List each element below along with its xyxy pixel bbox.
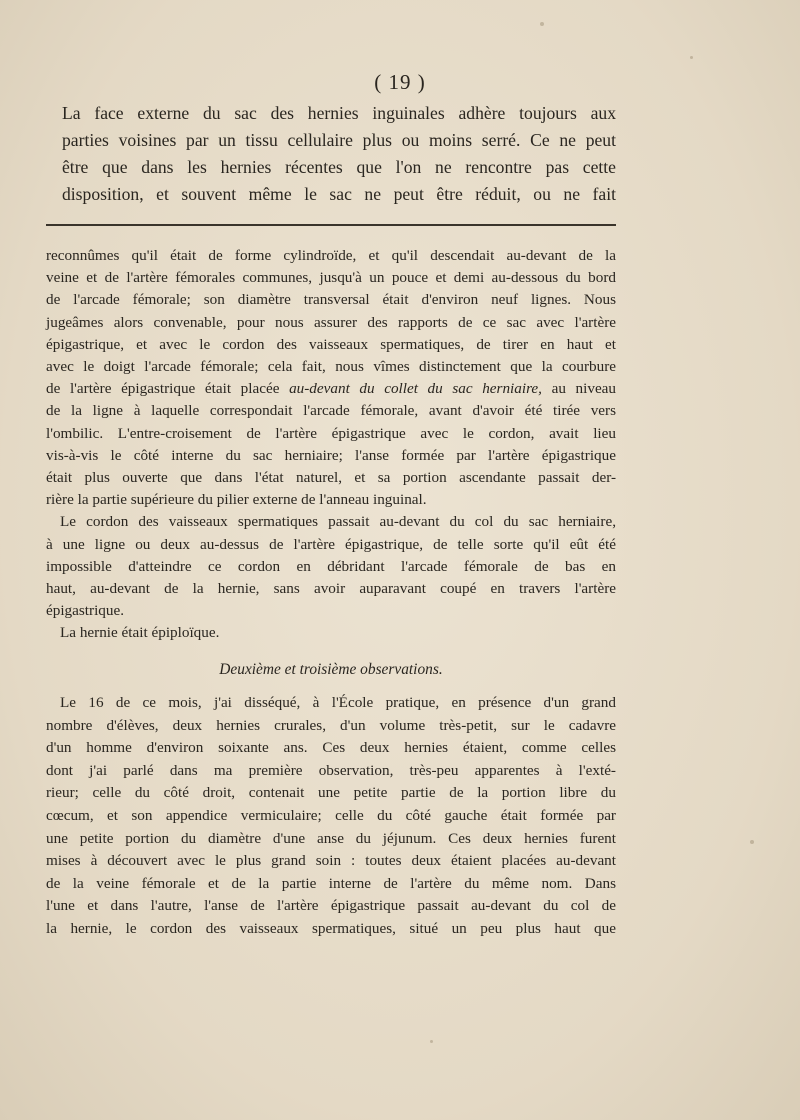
text-line: épigastrique. (46, 602, 125, 620)
text-line: une petite portion du diamètre d'une anse du jéjunum. Ces deux hernies furent (46, 829, 616, 847)
text-block-observations-2-3 (46, 692, 616, 941)
text-run: au niveau (551, 380, 617, 398)
paper-spot (690, 56, 693, 59)
text-line: rieur; celle du côté droit, contenait une petite partie de la portion libre du (46, 784, 616, 802)
italic-phrase: au-devant du collet du sac herniaire, (289, 380, 542, 398)
text-line: mises à découvert avec le plus grand soin : toutes deux étaient placées au-devant (46, 852, 616, 870)
text-line-mixed (46, 378, 616, 400)
text-line: l'ombilic. L'entre-croisement de l'artère épigastrique avec le cordon, avait lieu (46, 424, 616, 442)
text-line: haut, au-devant de la hernie, sans avoir auparavant coupé en travers l'artère (46, 580, 616, 598)
text-line: veine et de l'artère fémorales communes, jusqu'à un pouce et demi au-dessous du bord (46, 269, 616, 287)
text-line: rière la partie supérieure du pilier externe de l'anneau inguinal. (46, 491, 427, 509)
text-line: vis-à-vis le côté interne du sac herniaire; l'anse formée par l'artère épigastrique (46, 446, 616, 464)
text-line: reconnûmes qu'il était de forme cylindroïde, et qu'il descendait au-devant de la (46, 247, 616, 264)
text-line: nombre d'élèves, deux hernies crurales, d'un volume très-petit, sur le cadavre (46, 716, 616, 734)
text-line: dont j'ai parlé dans ma première observation, très-peu apparentes à l'exté- (46, 761, 616, 779)
text-line: cœcum, et son appendice vermiculaire; celle du côté gauche était formée par (46, 806, 616, 824)
text-line: d'un homme d'environ soixante ans. Ces deux hernies étaient, comme celles (46, 739, 616, 757)
text-line: de la ligne à laquelle correspondait l'arcade fémorale, avant d'avoir été tirée vers (46, 402, 616, 420)
paper-spot (540, 22, 544, 26)
paper-spot (750, 840, 754, 844)
text-line: de la veine fémorale et de la partie interne de l'artère du même nom. Dans (46, 874, 616, 892)
text-line: Le 16 de ce mois, j'ai disséqué, à l'École pratique, en présence d'un grand (60, 694, 616, 711)
section-heading: Deuxième et troisième observations. (219, 661, 443, 678)
text-line: La hernie était épiploïque. (60, 624, 220, 642)
text-line: épigastrique, et avec le cordon des vaisseaux spermatiques, de tirer en haut et (46, 335, 616, 353)
text-line: était plus ouverte que dans l'état naturel, et sa portion ascendante passait der- (46, 469, 616, 487)
paper-spot (430, 1040, 433, 1043)
text-line: jugeâmes alors convenable, pour nous assurer des rapports de ce sac avec l'artère (46, 313, 616, 331)
text-block-upper (62, 100, 616, 208)
text-run: de l'artère épigastrique était placée (46, 380, 280, 398)
text-line: l'une et dans l'autre, l'anse de l'artère épigastrique passait au-devant du col de (46, 897, 616, 915)
text-line: avec le doigt l'arcade fémorale; cela fait, nous vîmes distinctement que la courbure (46, 358, 616, 376)
text-line: parties voisines par un tissu cellulaire plus ou moins serré. Ce ne peut (62, 130, 616, 150)
text-line: être que dans les hernies récentes que l'on ne rencontre pas cette (62, 157, 616, 177)
text-line: de l'arcade fémorale; son diamètre transversal était d'environ neuf lignes. Nous (46, 291, 616, 309)
text-block-observation-1 (46, 245, 616, 645)
text-line: disposition, et souvent même le sac ne peut être réduit, ou ne fait (62, 184, 616, 204)
text-line: à une ligne ou deux au-dessus de l'artère épigastrique, de telle sorte qu'il eût été (46, 535, 616, 553)
text-line: la hernie, le cordon des vaisseaux spermatiques, situé un peu plus haut que (46, 919, 616, 937)
text-line: Le cordon des vaisseaux spermatiques passait au-devant du col du sac herniaire, (60, 513, 616, 531)
separator-rule (46, 224, 616, 226)
text-line: La face externe du sac des hernies inguinales adhère toujours aux (62, 103, 616, 123)
page-number: ( 19 ) (374, 70, 426, 94)
text-line: impossible d'atteindre ce cordon en débridant l'arcade fémorale de bas en (46, 557, 616, 575)
